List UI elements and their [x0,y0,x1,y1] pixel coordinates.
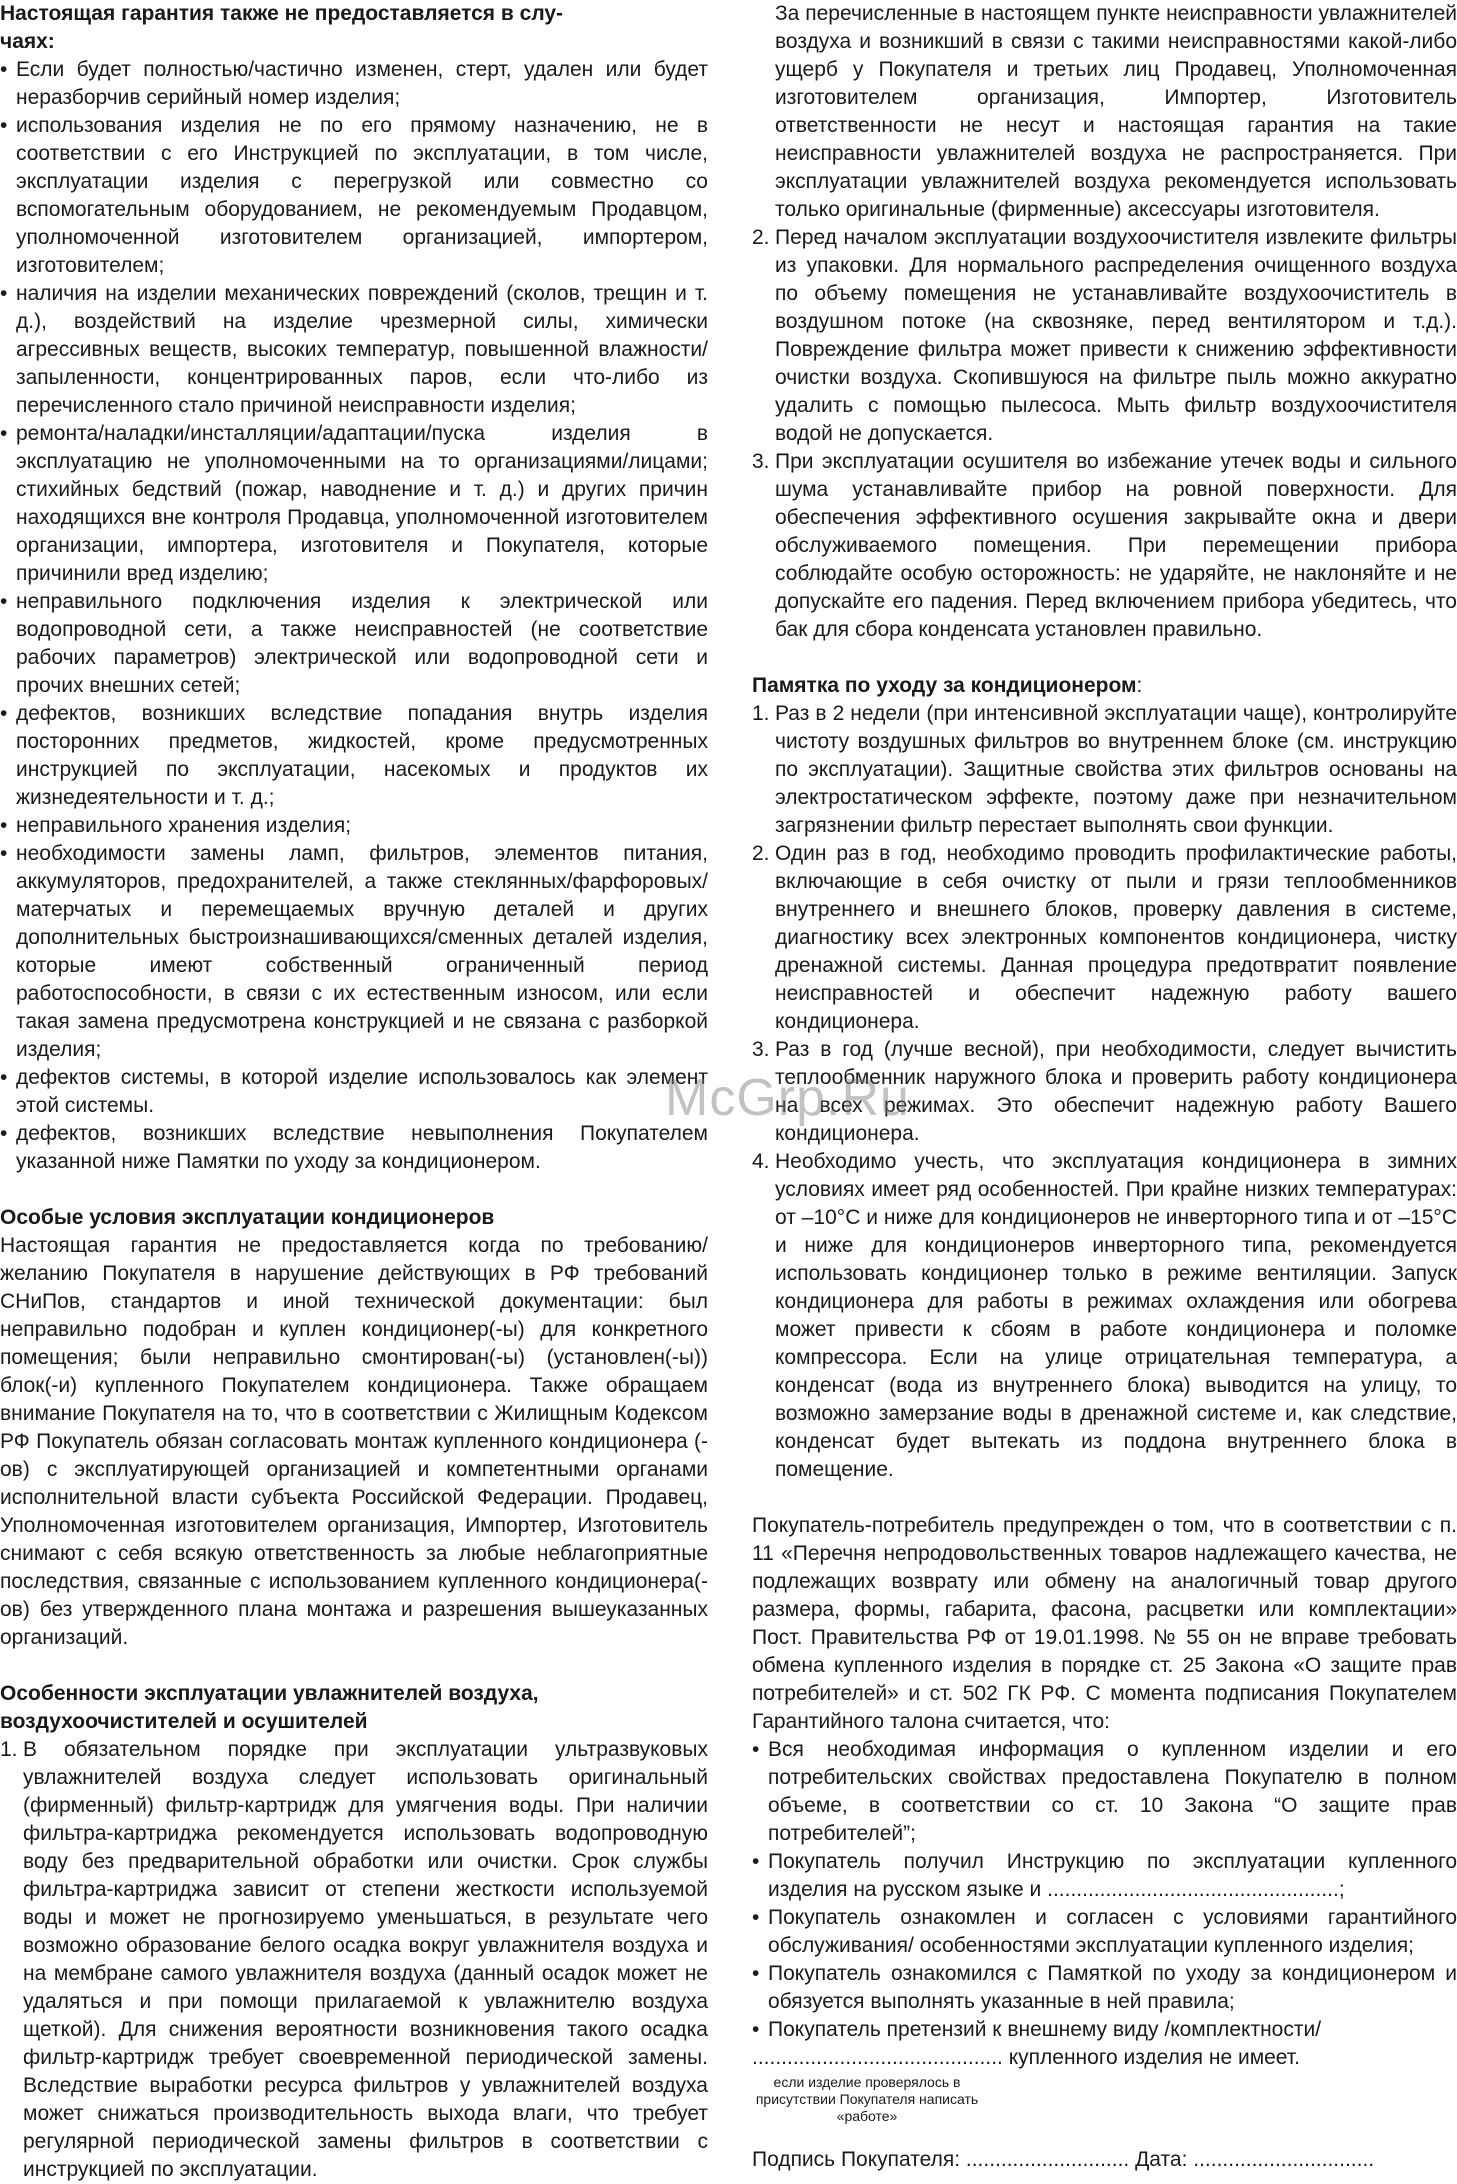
list-item: • Покупатель ознакомился с Памяткой по уходу за кондиционером и обязуется выполнять указанные в ней правила; [752,1960,1457,2016]
list-item: • ремонта/наладки/инсталляции/адаптации/пуска изделия в эксплуатацию не уполномоченными на то организациями/лицами; стихийных бедствий (пожар, наводнение и т. д.) и других причин находящихся вне контроля Продавца, уполномоченной изготовителем организации, импортера, изготовителя и Покупателя, которые причинили вред изделию; [0,420,708,588]
list-item: • Если будет полностью/частично изменен, стерт, удален или будет неразборчив серийный номер изделия; [0,56,708,112]
list-item: • дефектов системы, в которой изделие использовалось как элемент этой системы. [0,1064,708,1120]
ac-conditions-heading: Особые условия эксплуатации кондиционеров [0,1206,495,1229]
list-item [0,1736,708,2184]
item-text: Раз в год (лучше весной), при необходимости, следует вычистить теплообменник наружного блока и проверить работу кондиционера на всех режимах. Это обеспечит надежную работу Вашего кондиционера. [775,1038,1457,1145]
exclusions-list [0,56,708,1176]
exclusions-heading: Настоящая гарантия также не предоставляется в слу- чаях: [0,2,564,53]
care-heading-line [752,672,1457,700]
care-heading-colon: : [1136,674,1143,697]
consumer-paragraph: Покупатель-потребитель предупрежден о том, что в соответствии с п. 11 «Перечня непродовольственных товаров надлежащего качества, не подлежащих возврату или обмену на аналогичный товар другого размера, формы, габарита, фасона, расцветки или комплектации» Пост. Правительства РФ от 19.01.1998. № 55 он не вправе требовать обмена купленного изделия в порядке ст. 25 Закона «О защите прав потребителей» и ст. 502 ГК РФ. С момента подписания Покупателем Гарантийного талона считается, что: [752,1514,1457,1733]
list-item: • использования изделия не по его прямому назначению, не в соответствии с его Инструкцией по эксплуатации, в том числе, эксплуатации изделия с перегрузкой или совместно со вспомогательным оборудованием, не рекомендуемым Продавцом, уполномоченной изготовителем организацией, импортером, изготовителем; [0,112,708,280]
care-heading: Памятка по уходу за кондиционером [752,674,1137,697]
list-item [752,840,1457,1036]
list-item: • Вся необходимая информация о купленном изделии и его потребительских свойствах предоставлена Покупателю в полном объеме, в соответствии со ст. 10 Закона “О защите прав потребителей”; [752,1736,1457,1848]
item-text: Необходимо учесть, что эксплуатация кондиционера в зимних условиях имеет ряд особенностей. При крайне низких температурах: от –10°С и ниже для кондиционеров не инверторного типа и от –15°С и ниже для кондиционеров инверторного типа, рекомендуется использовать кондиционер только в режиме вентиляции. Запуск кондиционера для работы в режимах охлаждения или обогрева может привести к сбоям в работе кондиционера и поломке компрессора. Если на улице отрицательная температура, а конденсат (вода из внутреннего блока) выводится на улицу, то возможно замерзание воды в дренажной системе и, как следствие, конденсат будет вытекать из поддона внутреннего блока в помещение. [775,1150,1457,1481]
claims-line: ........................................... купленного изделия не имеет. [752,2046,1300,2069]
item-number: 2. [752,842,770,865]
item-number: 3. [752,1038,770,1061]
list-item [752,224,1457,448]
list-item: • Покупатель получил Инструкцию по эксплуатации купленного изделия на русском языке и ..................................................; [752,1848,1457,1904]
list-item: • дефектов, возникших вследствие невыполнения Покупателем указанной ниже Памятки по уходу за кондиционером. [0,1120,708,1176]
signature-line: Подпись Покупателя: ............................ Дата: ............................... [752,2148,1375,2171]
item-number: 3. [752,450,770,473]
watermark: McGrp.Ru [665,1069,910,1127]
item-number: 1. [0,1738,18,1761]
item-text: Перед началом эксплуатации воздухоочистителя извлеките фильтры из упаковки. Для нормального распределения очищенного воздуха по объему помещения не устанавливайте воздухоочиститель в воздушном потоке (на сквозняке, перед вентилятором и т.д.). Повреждение фильтра может привести к снижению эффективности очистки воздуха. Скопившуюся на фильтре пыль можно аккуратно удалить с помощью пылесоса. Мыть фильтр воздухоочистителя водой не допускается. [775,226,1457,445]
appliances-list [752,224,1457,644]
item-text: В обязательном порядке при эксплуатации ультразвуковых увлажнителей воздуха следует использовать оригинальный (фирменный) фильтр-картридж для умягчения воды. При наличии фильтра-картриджа рекомендуется использовать водопроводную воду без предварительной обработки или очистки. Срок службы фильтра-картриджа зависит от степени жесткости используемой воды и может не прогнозируемо уменьшаться, в результате чего возможно образование белого осадка вокруг увлажнителя воздуха и на мембране самого увлажнителя воздуха (данный осадок может не удаляться и при помощи прилагаемой к увлажнителю воздуха щеткой). Для снижения вероятности возникновения такого осадка фильтр-картридж требует своевременной периодической замены. Вследствие выработки ресурса фильтров у увлажнителей воздуха может снижаться производительность выхода влаги, что требует регулярной периодической замены фильтров в соответствии с инструкцией по эксплуатации. [23,1738,708,2181]
item-number: 2. [752,226,770,249]
humidifiers-continuation: За перечисленные в настоящем пункте неисправности увлажнителей воздуха и возникший в связи с такими неисправностями какой-либо ущерб у Покупателя и третьих лиц Продавец, Уполномоченная изготовителем организация, Импортер, Изготовитель ответственности не несут и настоящая гарантия на такие неисправности увлажнителей воздуха не распространяется. При эксплуатации увлажнителей воздуха рекомендуется использовать только оригинальные (фирменные) аксессуары изготовителя. [775,2,1457,221]
left-column [0,0,708,2181]
humidifiers-heading: Особенности эксплуатации увлажнителей воздуха, воздухоочистителей и осушителей [0,1682,539,1733]
list-item: • наличия на изделии механических повреждений (сколов, трещин и т. д.), воздействий на изделие чрезмерной силы, химически агрессивных веществ, высоких температур, повышенной влажности/запыленности, концентрированных паров, если что-либо из перечисленного стало причиной неисправности изделия; [0,280,708,420]
list-item: • необходимости замены ламп, фильтров, элементов питания, аккумуляторов, предохранителей, а также стеклянных/фарфоровых/матерчатых и перемещаемых вручную деталей и других дополнительных быстроизнашивающихся/сменных деталей изделия, которые имеют собственный ограниченный период работоспособности, в связи с их естественным износом, или если такая замена предусмотрена конструкцией и не связана с разборкой изделия; [0,840,708,1064]
item-text: Один раз в год, необходимо проводить профилактические работы, включающие в себя очистку от пыли и грязи теплообменников внутреннего и внешнего блоков, проверку давления в системе, диагностику всех электронных компонентов кондиционера, чистку дренажной системы. Данная процедура предотвратит появление неисправностей и обеспечит надежную работу вашего кондиционера. [775,842,1457,1033]
item-number: 1. [752,702,770,725]
check-note: если изделие проверялось в присутствии Покупателя написать «работе» [755,2074,979,2124]
list-item: • неправильного хранения изделия; [0,812,708,840]
list-item [752,700,1457,840]
list-item: • неправильного подключения изделия к электрической или водопроводной сети, а также неисправностей (не соответствие рабочих параметров) электрической или водопроводной сети и прочих внешних сетей; [0,588,708,700]
item-text: При эксплуатации осушителя во избежание утечек воды и сильного шума устанавливайте прибор на ровной поверхности. Для обеспечения эффективного осушения закрывайте окна и двери обслуживаемого помещения. При перемещении прибора соблюдайте особую осторожность: не ударяйте, не наклоняйте и не допускайте его падения. Перед включением прибора убедитесь, что бак для сбора конденсата установлен правильно. [775,450,1457,641]
consumer-points-list [752,1736,1457,2044]
list-item [752,448,1457,644]
ac-conditions-paragraph: Настоящая гарантия не предоставляется когда по требованию/желанию Покупателя в нарушение действующих в РФ требований СНиПов, стандартов и иной технической документации: был неправильно подобран и куплен кондиционер(-ы) для конкретного помещения; были неправильно смонтирован(-ы) (установлен(-ы)) блок(-и) купленного Покупателем кондиционера. Также обращаем внимание Покупателя на то, что в соответствии с Жилищным Кодексом РФ Покупатель обязан согласовать монтаж купленного кондиционера (-ов) с эксплуатирующей организацией и компетентными органами исполнительной власти субъекта Российской Федерации. Продавец, Уполномоченная изготовителем организация, Импортер, Изготовитель снимают с себя всякую ответственность за любые неблагоприятные последствия, связанные с использованием купленного кондиционера(-ов) без утвержденного плана монтажа и разрешения вышеуказанных организаций. [0,1234,708,1649]
list-item: • Покупатель ознакомлен и согласен с условиями гарантийного обслуживания/ особенностями эксплуатации купленного изделия; [752,1904,1457,1960]
list-item: • Покупатель претензий к внешнему виду /комплектности/ [752,2016,1457,2044]
humidifiers-list [0,1736,708,2184]
list-item: • дефектов, возникших вследствие попадания внутрь изделия посторонних предметов, жидкостей, кроме предусмотренных инструкцией по эксплуатации, насекомых и продуктов их жизнедеятельности и т. д.; [0,700,708,812]
list-item [752,1148,1457,1484]
item-text: Раз в 2 недели (при интенсивной эксплуатации чаще), контролируйте чистоту воздушных фильтров во внутреннем блоке (см. инструкцию по эксплуатации). Защитные свойства этих фильтров основаны на электростатическом эффекте, поэтому даже при незначительном загрязнении фильтр перестает выполнять свои функции. [775,702,1457,837]
item-number: 4. [752,1150,770,1173]
